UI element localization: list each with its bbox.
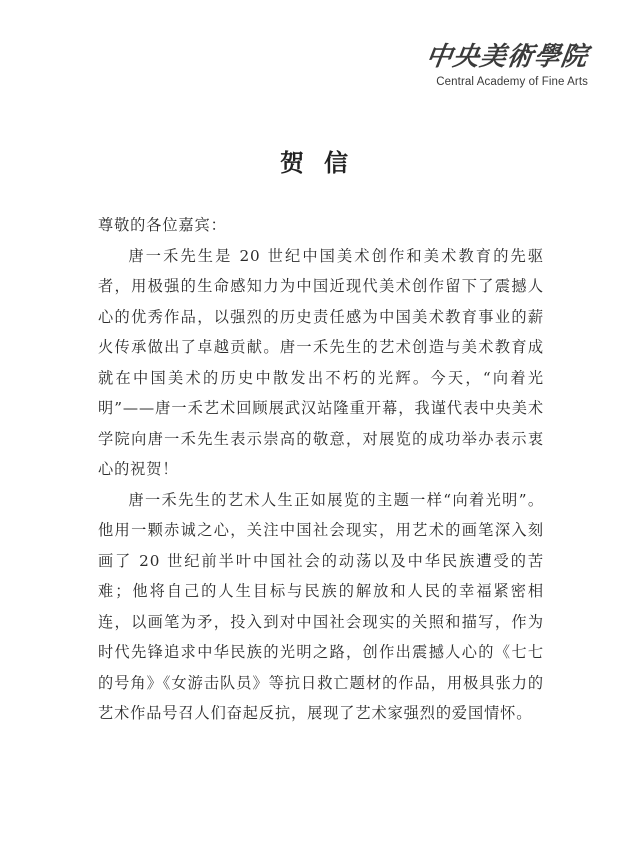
academy-name-english: Central Academy of Fine Arts: [436, 76, 588, 88]
letter-title: 贺信: [280, 148, 368, 177]
letterhead: [423, 42, 591, 88]
salutation: 尊敬的各位嘉宾：: [98, 216, 227, 234]
paragraph-1: 唐一禾先生是 20 世纪中国美术创作和美术教育的先驱者，用极强的生命感知力为中国近现代美术创作留下了震撼人心的优秀作品，以强烈的历史责任感为中国美术教育事业的薪火传承做出了卓越贡献。唐一禾先生的艺术创造与美术教育成就在中国美术的历史中散发出不朽的光辉。今天，“向着光明”——唐一禾艺术回顾展武汉站隆重开幕，我谨代表中央美术学院向唐一禾先生表示崇高的敬意，对展览的成功举办表示衷心的祝贺！: [98, 246, 544, 478]
paragraph-2: 唐一禾先生的艺术人生正如展览的主题一样“向着光明”。他用一颗赤诚之心，关注中国社会现实，用艺术的画笔深入刻画了 20 世纪前半叶中国社会的动荡以及中华民族遭受的苦难；他将自己的人生目标与民族的解放和人民的幸福紧密相连，以画笔为矛，投入到对中国社会现实的关照和描写，作为时代先锋追求中华民族的光明之路，创作出震撼人心的《七七的号角》《女游击队员》等抗日救亡题材的作品，用极具张力的艺术作品号召人们奋起反抗，展现了艺术家强烈的爱国情怀。: [98, 490, 544, 722]
academy-logo-chinese: 中央美術學院: [423, 42, 591, 72]
letter-body: [98, 210, 544, 729]
